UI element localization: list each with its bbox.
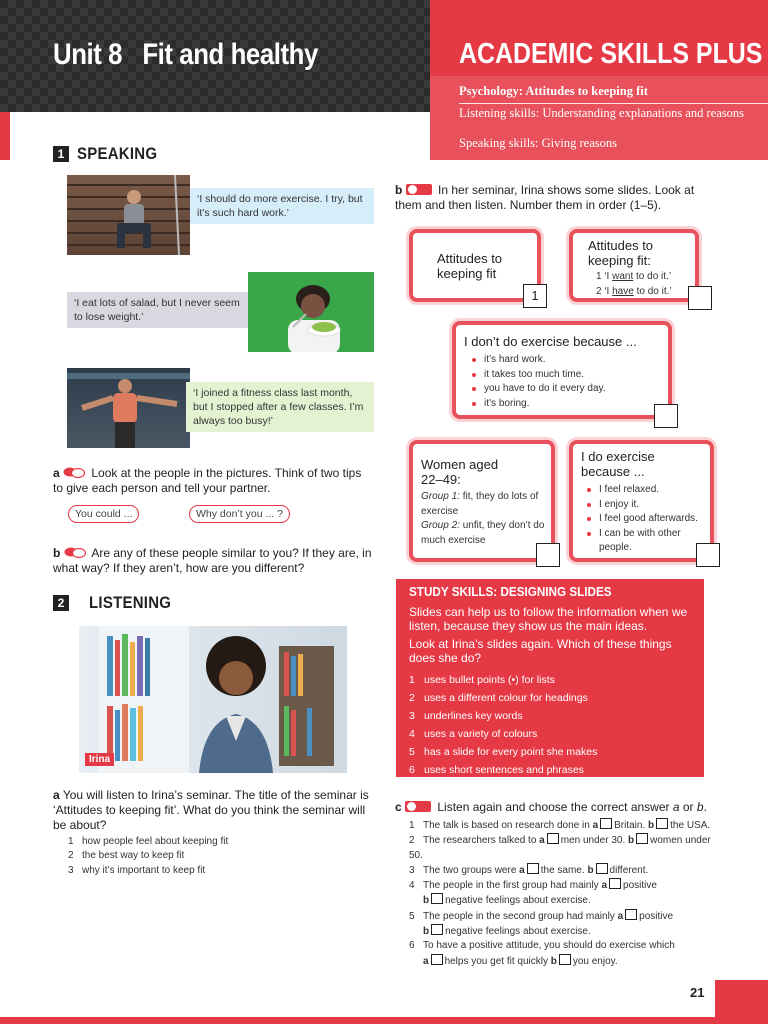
exercise-2a xyxy=(53,788,373,833)
answer-list xyxy=(409,818,719,969)
prediction-list xyxy=(68,835,368,878)
study-skills-title: STUDY SKILLS: DESIGNING SLIDES xyxy=(409,584,612,599)
bullet-item: I can be with other people. xyxy=(585,527,705,556)
listening-skills: Listening skills: Understanding explanations and reasons xyxy=(459,106,745,120)
slide-1 xyxy=(409,229,541,302)
list-item xyxy=(68,864,368,878)
order-box-3[interactable] xyxy=(654,404,678,428)
exercise-letter: b xyxy=(53,546,61,560)
unit-title: Unit 8 Fit and healthy xyxy=(53,38,318,71)
exercise-instruction: Are any of these people similar to you? If they are, in what way? If they aren’t, how are you different? xyxy=(53,546,372,575)
study-paragraph: Slides can help us to follow the information when we listen, because they show us the main ideas. xyxy=(409,605,688,633)
quote-bubble-1: ‘I should do more exercise. I try, but it’s such hard work.’ xyxy=(190,188,374,224)
checkbox-6a[interactable] xyxy=(431,954,443,965)
slide-2 xyxy=(569,229,699,302)
slide-title: I do exercise because ... xyxy=(581,449,655,479)
speech-bubbles-icon xyxy=(63,467,85,478)
list-item: 1 uses bullet points (•) for lists xyxy=(409,674,555,686)
photo-irina-illustration xyxy=(79,626,347,773)
study-list xyxy=(409,671,704,779)
exercise-1b xyxy=(53,546,373,576)
photo-stairs xyxy=(67,175,190,255)
slide-title: Women aged 22–49: xyxy=(421,457,499,487)
list-item: 3 underlines key words xyxy=(409,710,523,722)
question-5: 5 The people in the second group had mainly a positive b negative feelings about exercise. xyxy=(409,910,674,938)
item-text: why it’s important to keep fit xyxy=(82,864,206,876)
section-heading: LISTENING xyxy=(89,593,172,612)
order-box-2[interactable] xyxy=(688,286,712,310)
order-box-4[interactable] xyxy=(536,543,560,567)
checkbox-6b[interactable] xyxy=(559,954,571,965)
checkbox-5b[interactable] xyxy=(431,924,443,935)
checkbox-4b[interactable] xyxy=(431,893,443,904)
slide-lines xyxy=(596,270,695,299)
phrase-pill-2: Why don’t you ... ? xyxy=(189,505,290,523)
slide-title: Attitudes to keeping fit xyxy=(437,251,503,281)
slide-group-2: Group 2: unfit, they don’t do much exercise xyxy=(421,520,545,546)
slide-4 xyxy=(409,440,555,562)
bullet-item: I enjoy it. xyxy=(585,498,705,513)
item-number: 2 xyxy=(68,850,74,862)
exercise-2b xyxy=(395,183,715,213)
slide-title: I don’t do exercise because ... xyxy=(464,334,637,349)
slide-line: 2 ‘I have to do it.’ xyxy=(596,285,672,297)
section-number: 2 xyxy=(53,595,69,611)
list-item: 5 has a slide for every point she makes xyxy=(409,746,598,758)
slide-bullets xyxy=(585,483,705,556)
bullet-item: you have to do it every day. xyxy=(470,382,668,397)
exercise-instruction: In her seminar, Irina shows some slides. Look at them and then listen. Number them in order (1–5). xyxy=(395,183,695,212)
quote-bubble-2: ‘I eat lots of salad, but I never seem to lose weight.’ xyxy=(67,292,248,328)
audio-icon[interactable] xyxy=(406,184,432,195)
checkbox-5a[interactable] xyxy=(625,909,637,920)
photo-salad xyxy=(248,272,374,352)
checkbox-3b[interactable] xyxy=(596,863,608,874)
checkbox-2b[interactable] xyxy=(636,833,648,844)
study-skills-box xyxy=(396,579,704,777)
list-item xyxy=(68,849,368,863)
checkbox-2a[interactable] xyxy=(547,833,559,844)
study-question: Look at Irina’s slides again. Which of these things does she do? xyxy=(409,637,672,665)
slide-bullets xyxy=(470,353,668,411)
item-text: the best way to keep fit xyxy=(82,850,185,862)
checkbox-1b[interactable] xyxy=(656,818,668,829)
item-number: 1 xyxy=(68,836,74,847)
photo-stairs-illustration xyxy=(67,175,190,255)
speech-bubbles-icon xyxy=(64,547,86,558)
bullet-item: it’s boring. xyxy=(470,397,668,412)
photo-gym-illustration xyxy=(67,368,190,448)
page-number: 21 xyxy=(690,985,705,1000)
slide-group-1: Group 1: fit, they do lots of exercise xyxy=(421,491,539,517)
section-heading: SPEAKING xyxy=(77,144,158,163)
exercise-2c: c Listen again and choose the correct answer a or b. xyxy=(395,800,707,814)
exercise-instruction: You will listen to Irina’s seminar. The title of the seminar is ‘Attitudes to keeping fit’. What do you think the seminar will be about? xyxy=(53,788,369,832)
speaking-skills: Speaking skills: Giving reasons xyxy=(459,136,617,150)
checkbox-4a[interactable] xyxy=(609,878,621,889)
exercise-instruction: Look at the people in the pictures. Think of two tips to give each person and tell your partner. xyxy=(53,466,362,495)
header-accent xyxy=(0,112,10,160)
divider xyxy=(459,103,768,104)
photo-salad-illustration xyxy=(248,272,374,352)
phrase-pill-1: You could ... xyxy=(68,505,139,523)
question-4: 4 The people in the first group had mainly a positive b negative feelings about exercise. xyxy=(409,880,657,907)
list-item: 6 uses short sentences and phrases xyxy=(409,764,584,776)
exercise-1a xyxy=(53,466,363,496)
exercise-letter: a xyxy=(53,788,60,802)
photo-irina xyxy=(79,626,347,773)
list-item xyxy=(68,835,368,849)
section-number: 1 xyxy=(53,146,69,162)
checkbox-3a[interactable] xyxy=(527,863,539,874)
exercise-letter: b xyxy=(395,183,403,197)
item-text: how people feel about keeping fit xyxy=(82,836,229,847)
item-number: 3 xyxy=(68,864,74,876)
exercise-letter: c xyxy=(395,800,402,814)
list-item: 4 uses a variety of colours xyxy=(409,728,538,740)
checkbox-1a[interactable] xyxy=(600,818,612,829)
footer-corner xyxy=(715,980,768,1024)
photo-gym xyxy=(67,368,190,448)
slide-title: Attitudes to keeping fit: xyxy=(588,238,654,268)
slide-line: 1 ‘I want to do it.’ xyxy=(596,271,672,282)
bullet-item: I feel good afterwards. xyxy=(585,512,705,527)
question-6: 6 To have a positive attitude, you should do exercise which a helps you get fit quickly b you enjoy. xyxy=(409,940,675,967)
question-2: 2 The researchers talked to a men under 30. b women under 50. xyxy=(409,835,711,861)
quote-bubble-3: ‘I joined a fitness class last month, but I stopped after a few classes. I’m always too busy!’ xyxy=(186,382,374,432)
order-box-5[interactable] xyxy=(696,543,720,567)
section-title: ACADEMIC SKILLS PLUS xyxy=(459,38,763,70)
photo-label: Irina xyxy=(85,753,114,766)
exercise-letter: a xyxy=(53,466,60,480)
question-3: 3 The two groups were a the same. b different. xyxy=(409,864,649,876)
question-1: 1 The talk is based on research done in a Britain. b the USA. xyxy=(409,820,711,831)
slide-5 xyxy=(569,440,714,562)
audio-icon[interactable] xyxy=(405,801,431,812)
bullet-item: it’s hard work. xyxy=(470,353,668,368)
list-item: 2 uses a different colour for headings xyxy=(409,692,588,704)
bullet-item: I feel relaxed. xyxy=(585,483,705,498)
footer-bar xyxy=(0,1017,768,1024)
topic: Psychology: Attitudes to keeping fit xyxy=(459,84,648,98)
bullet-item: it takes too much time. xyxy=(470,368,668,383)
slide-3 xyxy=(452,321,672,419)
order-box-1[interactable]: 1 xyxy=(523,284,547,308)
